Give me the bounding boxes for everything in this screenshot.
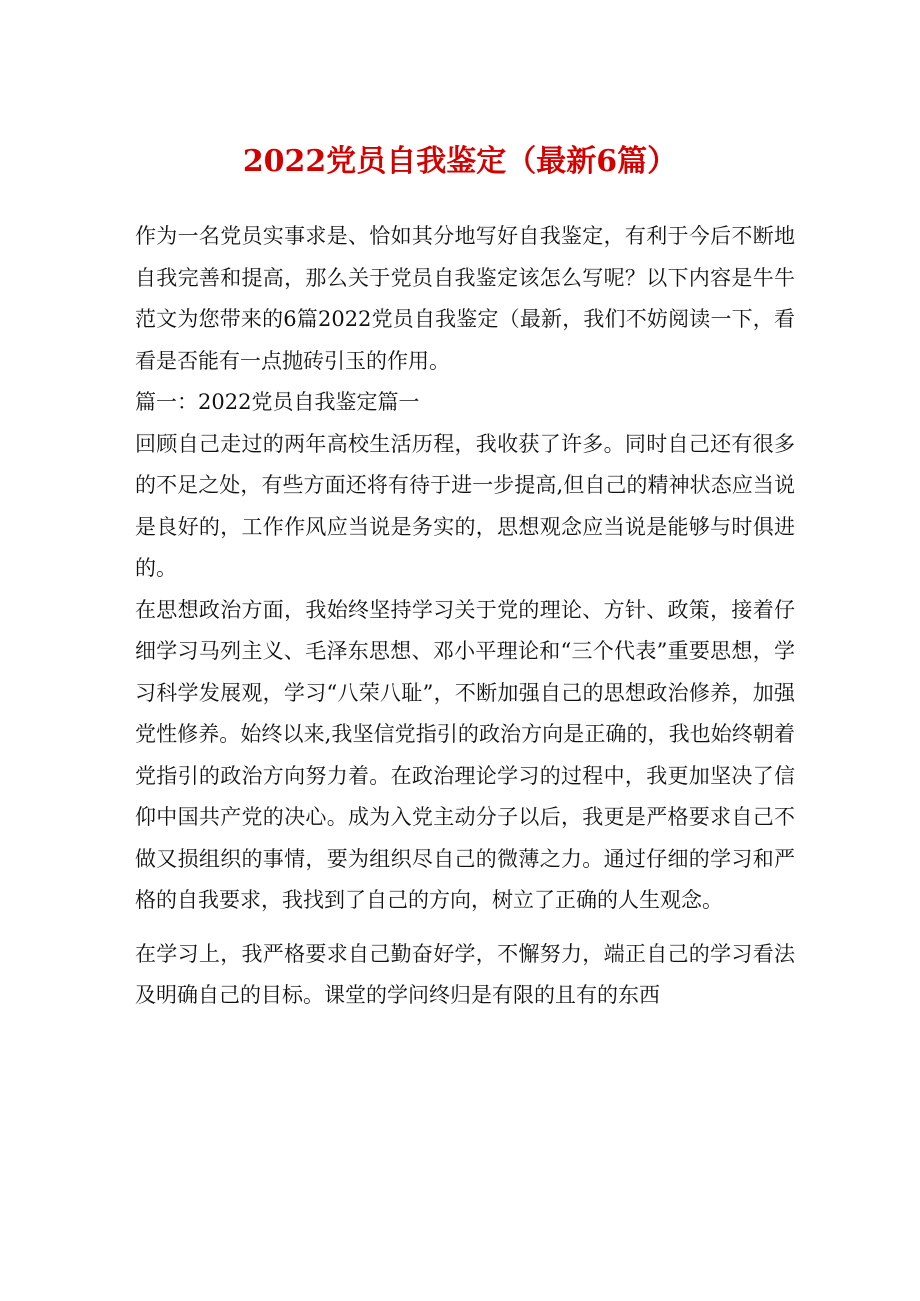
document-body xyxy=(135,216,795,1017)
body-paragraph: 在学习上，我严格要求自己勤奋好学，不懈努力，端正自己的学习看法及明确自己的目标。课堂的学问终归是有限的且有的东西 xyxy=(135,941,795,1007)
section-heading: 篇一：2022党员自我鉴定篇一 xyxy=(135,390,420,414)
intro-paragraph: 作为一名党员实事求是、恰如其分地写好自我鉴定，有利于今后不断地自我完善和提高，那么关于党员自我鉴定该怎么写呢？以下内容是牛牛范文为您带来的6篇2022党员自我鉴定（最新，我们不妨阅读一下，看看是否能有一点抛砖引玉的作用。 xyxy=(135,224,795,373)
body-paragraph: 回顾自己走过的两年高校生活历程，我收获了许多。同时自己还有很多的不足之处，有些方面还将有待于进一步提高,但自己的精神状态应当说是良好的，工作作风应当说是务实的，思想观念应当说是能够与时俱进的。 xyxy=(135,431,795,580)
body-paragraph: 在思想政治方面，我始终坚持学习关于党的理论、方针、政策，接着仔细学习马列主义、毛泽东思想、邓小平理论和“三个代表”重要思想，学习科学发展观，学习“八荣八耻”，不断加强自己的思想政治修养，加强党性修养。始终以来,我坚信党指引的政治方向是正确的，我也始终朝着党指引的政治方向努力着。在政治理论学习的过程中，我更加坚决了信仰中国共产党的决心。成为入党主动分子以后，我更是严格要求自己不做又损组织的事情，要为组织尽自己的微薄之力。通过仔细的学习和严格的自我要求，我找到了自己的方向，树立了正确的人生观念。 xyxy=(135,597,795,912)
document-title: 2022党员自我鉴定（最新6篇） xyxy=(242,144,678,179)
